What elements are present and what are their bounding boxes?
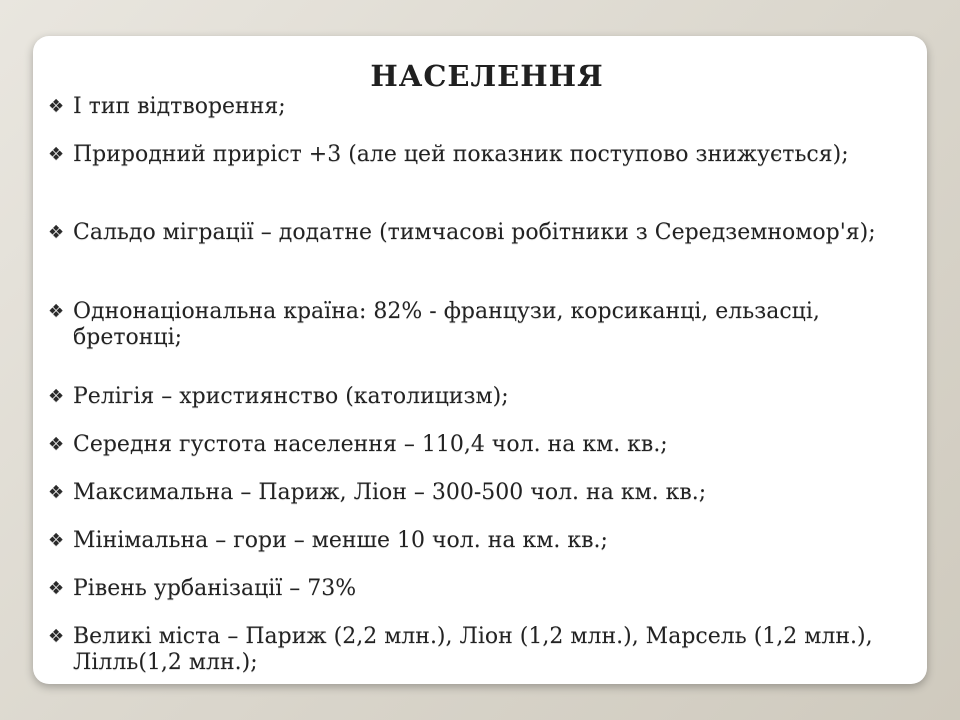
- diamond-bullet-icon: ❖: [48, 386, 65, 407]
- list-item: [45, 624, 927, 676]
- diamond-bullet-icon: ❖: [48, 222, 65, 243]
- list-item: [45, 142, 853, 168]
- diamond-bullet-icon: ❖: [48, 578, 65, 599]
- list-item-text: І тип відтворення;: [73, 94, 286, 119]
- list-item-text: Максимальна – Париж, Ліон – 300-500 чол. на км. кв.;: [73, 480, 707, 505]
- list-item-text: Рівень урбанізації – 73%: [73, 576, 357, 601]
- diamond-bullet-icon: ❖: [48, 434, 65, 455]
- list-item: [45, 432, 927, 458]
- list-item-text: Середня густота населення – 110,4 чол. на км. кв.;: [73, 432, 668, 457]
- list-item: [45, 528, 927, 554]
- list-item: [45, 220, 927, 246]
- list-item-text: Релігія – християнство (католицизм);: [73, 384, 509, 409]
- list-item: [45, 299, 873, 351]
- list-item-text: Мінімальна – гори – менше 10 чол. на км. кв.;: [73, 528, 608, 553]
- list-item: [45, 576, 927, 602]
- list-item: [45, 480, 927, 506]
- diamond-bullet-icon: ❖: [48, 482, 65, 503]
- list-item-text: Сальдо міграції – додатне (тимчасові робітники з Середземномор'я);: [73, 220, 876, 245]
- slide-card: [33, 36, 927, 684]
- diamond-bullet-icon: ❖: [48, 144, 65, 165]
- list-item-text: Природний приріст +3 (але цей показник поступово знижується);: [73, 142, 849, 167]
- slide-title: НАСЕЛЕННЯ: [370, 59, 604, 93]
- list-item-text: Однонаціональна країна: 82% - французи, корсиканці, ельзасці, бретонці;: [73, 299, 820, 350]
- diamond-bullet-icon: ❖: [48, 96, 65, 117]
- list-item-text: Великі міста – Париж (2,2 млн.), Ліон (1,2 млн.), Марсель (1,2 млн.), Лілль(1,2 млн.);: [73, 624, 873, 675]
- list-item: [45, 94, 927, 120]
- diamond-bullet-icon: ❖: [48, 626, 65, 647]
- diamond-bullet-icon: ❖: [48, 301, 65, 322]
- list-item: [45, 384, 927, 410]
- diamond-bullet-icon: ❖: [48, 530, 65, 551]
